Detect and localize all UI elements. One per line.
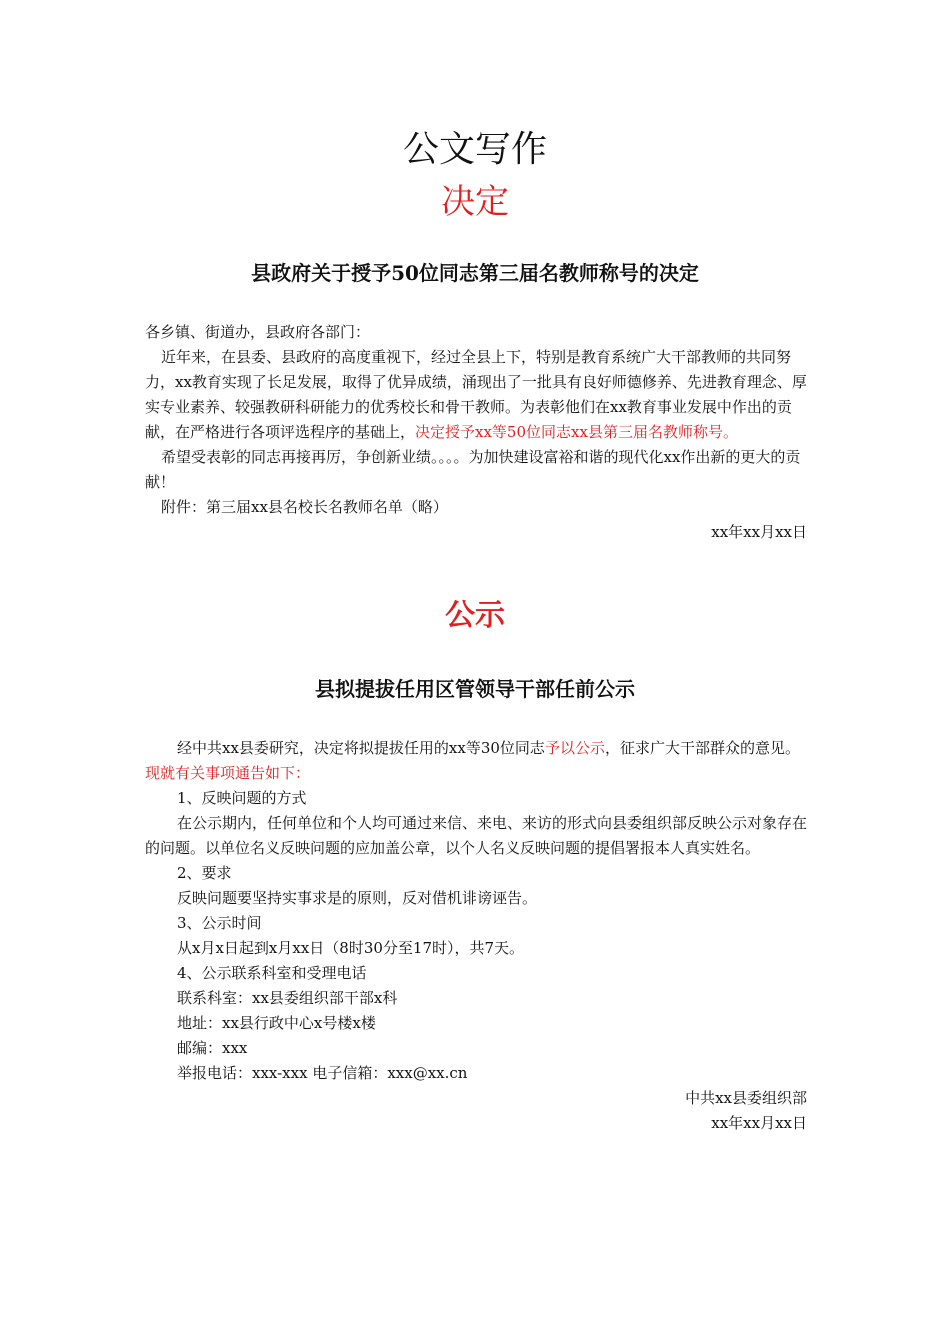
decision-salutation: 各乡镇、街道办，县政府各部门：	[145, 323, 371, 341]
decision-heading: 县政府关于授予50位同志第三届名教师称号的决定	[251, 261, 699, 285]
decision-paragraph-1-text: 近年来，在县委、县政府的高度重视下，经过全县上下，特别是教育系统广大干部教师的共同努力，xx教育实现了长足发展，取得了优异成绩，涌现出了一批具有良好师德修养、先进教育理念、厚实专业素养、较强教研科研能力的优秀校长和骨干教师。为表彰他们在xx教育事业发展中作出的贡献，在严格进行各项评选程序的基础上，	[145, 348, 807, 441]
notice-intro-highlight-1: 予以公示	[544, 739, 605, 757]
notice-item-2-body: 反映问题要坚持实事求是的原则，反对借机诽谤诬告。	[177, 889, 538, 907]
decision-section-label: 决定	[441, 182, 509, 222]
notice-signature: 中共xx县委组织部	[685, 1089, 807, 1107]
notice-item-3-body: 从x月x日起到x月xx日（8时30分至17时），共7天。	[177, 939, 525, 957]
decision-highlight: 决定授予xx等50位同志xx县第三届名教师称号。	[415, 423, 738, 441]
notice-date: xx年xx月xx日	[711, 1114, 807, 1132]
decision-paragraph-1	[145, 345, 807, 445]
decision-date: xx年xx月xx日	[711, 523, 807, 541]
notice-intro-highlight-2: 现就有关事项通告如下：	[145, 764, 311, 782]
notice-intro-part-2: ，征求广大干部群众的意见。	[604, 739, 800, 757]
notice-body	[145, 736, 807, 1136]
decision-attachment: 附件：第三届xx县名校长名教师名单（略）	[161, 498, 448, 516]
notice-contact-office: 联系科室：xx县委组织部干部x科	[177, 989, 398, 1007]
notice-item-1-body: 在公示期内，任何单位和个人均可通过来信、来电、来访的形式向县委组织部反映公示对象存在的问题。以单位名义反映问题的应加盖公章，以个人名义反映问题的提倡署报本人真实姓名。	[145, 814, 808, 857]
notice-postcode: 邮编：xxx	[177, 1039, 248, 1057]
notice-intro-part-1: 经中共xx县委研究，决定将拟提拔任用的xx等30位同志	[177, 739, 545, 757]
decision-paragraph-2: 希望受表彰的同志再接再厉，争创新业绩。。。。为加快建设富裕和谐的现代化xx作出新的更大的贡献！	[145, 448, 801, 491]
notice-item-4-title: 4、公示联系科室和受理电话	[177, 964, 367, 982]
notice-address: 地址：xx县行政中心x号楼x楼	[177, 1014, 376, 1032]
notice-item-2-title: 2、要求	[177, 864, 232, 882]
notice-phone-email: 举报电话：xxx-xxx 电子信箱：xxx@xx.cn	[177, 1064, 468, 1082]
document-main-title: 公文写作	[402, 129, 547, 170]
notice-heading: 县拟提拔任用区管领导干部任前公示	[315, 677, 635, 701]
decision-body	[145, 320, 807, 545]
notice-intro	[145, 736, 807, 786]
notice-section-label: 公示	[445, 598, 505, 633]
notice-item-1-title: 1、反映问题的方式	[177, 789, 307, 807]
notice-item-3-title: 3、公示时间	[177, 914, 262, 932]
